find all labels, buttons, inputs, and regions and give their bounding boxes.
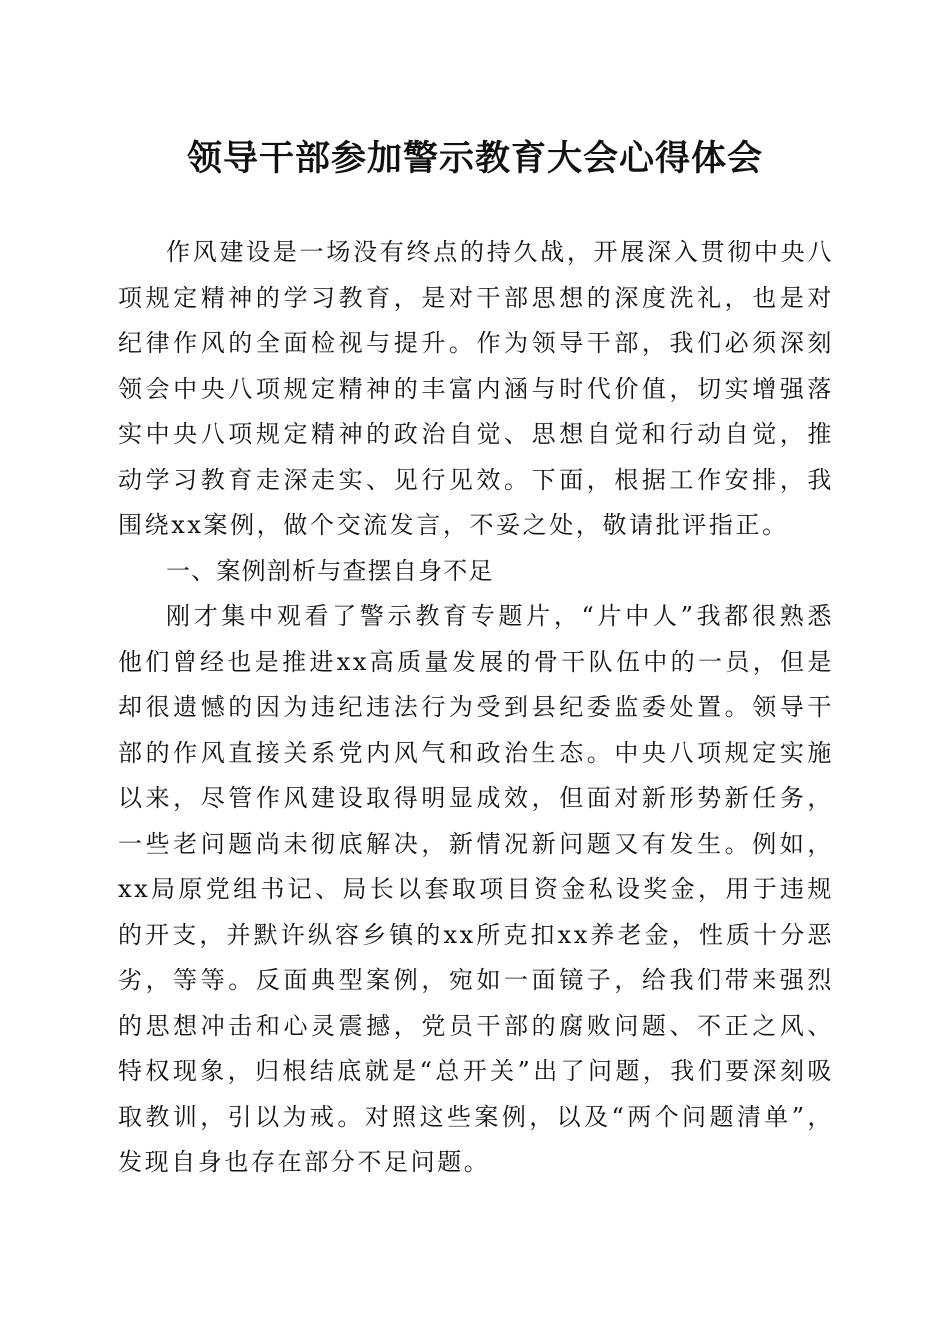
document-body bbox=[118, 230, 834, 1186]
document-title: 领导干部参加警示教育大会心得体会 bbox=[186, 139, 763, 179]
intro-paragraph: 作风建设是一场没有终点的持久战，开展深入贯彻中央八项规定精神的学习教育，是对干部思想的深度洗礼，也是对纪律作风的全面检视与提升。作为领导干部，我们必须深刻领会中央八项规定精神的丰富内涵与时代价值，切实增强落实中央八项规定精神的政治自觉、思想自觉和行动自觉，推动学习教育走深走实、见行见效。下面，根据工作安排，我围绕xx案例，做个交流发言，不妥之处，敬请批评指正。 bbox=[118, 238, 834, 539]
section-heading: 一、案例剖析与查摆自身不足 bbox=[166, 556, 494, 585]
section-paragraph: 刚才集中观看了警示教育专题片，“片中人”我都很熟悉他们曾经也是推进xx高质量发展的骨干队伍中的一员，但是却很遗憾的因为违纪违法行为受到县纪委监委处置。领导干部的作风直接关系党内风气和政治生态。中央八项规定实施以来，尽管作风建设取得明显成效，但面对新形势新任务，一些老问题尚未彻底解决，新情况新问题又有发生。例如，xx局原党组书记、局长以套取项目资金私设奖金，用于违规的开支，并默许纵容乡镇的xx所克扣xx养老金，性质十分恶劣，等等。反面典型案例，宛如一面镜子，给我们带来强烈的思想冲击和心灵震撼，党员干部的腐败问题、不正之风、特权现象，归根结底就是“总开关”出了问题，我们要深刻吸取教训，引以为戒。对照这些案例，以及“两个问题清单”，发现自身也存在部分不足问题。 bbox=[118, 602, 834, 1176]
